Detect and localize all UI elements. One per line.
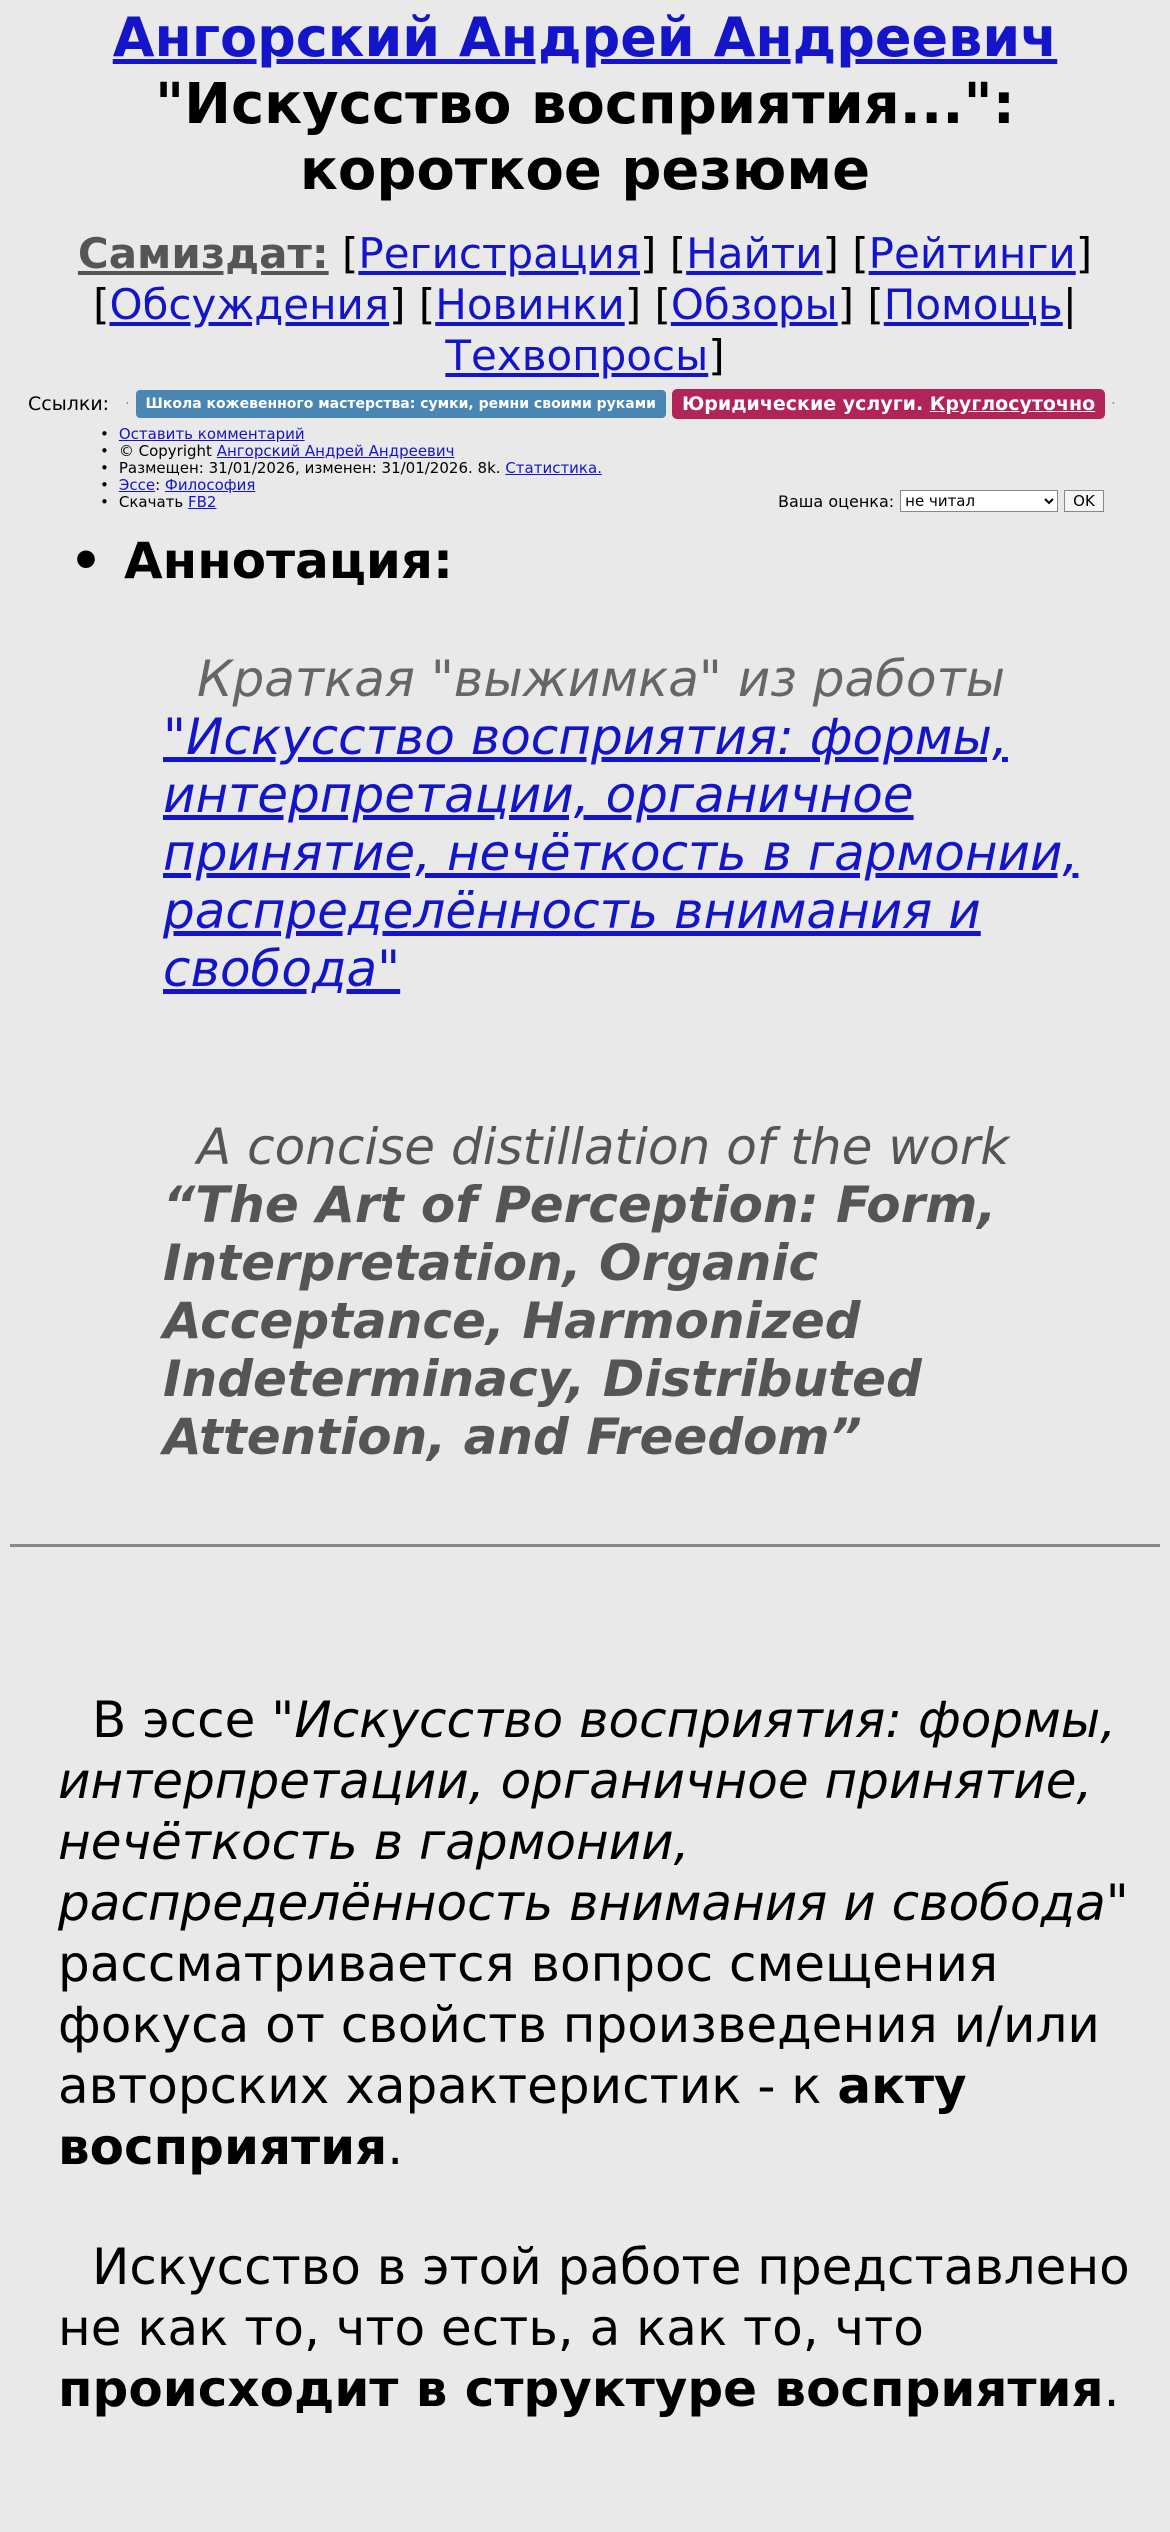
annotation-en-title: “The Art of Perception: Form, Interpretation, Organic Acceptance, Harmonized Indeterminacy, Distributed Attention, and Freedom” [163, 1176, 997, 1466]
genre-sep: : [155, 476, 161, 494]
school-ad-button[interactable]: Школа кожевенного мастерства: сумки, ремни своими руками [136, 390, 666, 418]
body-paragraph-1 [58, 1690, 1158, 2178]
meta-genre [114, 477, 602, 494]
legal-ad-button[interactable] [672, 389, 1105, 419]
nav-help[interactable]: Помощь [883, 280, 1063, 329]
annotation-ru [163, 650, 1103, 998]
p1-mid: рассматривается вопрос смещения фокуса от свойств произведения и/или авторских характеристик - к [58, 1935, 1100, 2115]
stats-link[interactable]: Статистика. [505, 459, 602, 477]
download-text: Скачать [118, 493, 184, 511]
annotation-en-lead: A concise distillation of the work [197, 1118, 1010, 1176]
p2-bold: происходит в структуре восприятия [58, 2360, 1104, 2418]
copyright-text: © Copyright [118, 442, 212, 460]
meta-download [114, 494, 602, 511]
work-meta [114, 426, 602, 511]
author-link[interactable]: Ангорский Андрей Андреевич [112, 6, 1058, 69]
p2-start: Искусство в этой работе представлено не как то, что есть, а как то, что [58, 2238, 1130, 2357]
annotation-ru-lead: Краткая "выжимка" из работы [197, 650, 1006, 708]
legal-ad-text: Юридические услуги. [681, 393, 924, 415]
annotation-en [163, 1118, 1103, 1466]
copyright-author-link[interactable]: Ангорский Андрей Андреевич [216, 442, 455, 460]
site-nav: Самиздат: [Регистрация] [Найти] [Рейтинги] [Обсуждения] [Новинки] [Обзоры] [Помощь| Техвопросы] [77, 229, 1093, 380]
annotation-heading: • Аннотация: [70, 532, 453, 590]
p1-italic: "Искусство восприятия: формы, интерпретации, органичное принятие, нечёткость в гармонии, распределённость внимания и свобода" [58, 1691, 1129, 1932]
philosophy-link[interactable]: Философия [164, 476, 256, 494]
rating-select[interactable] [900, 490, 1058, 512]
links-label: Ссылки: [28, 393, 110, 415]
p1-start: В эссе [92, 1691, 272, 1749]
annotation-ru-link[interactable]: "Искусство восприятия: формы, интерпретации, органичное принятие, нечёткость в гармонии, распределённость внимания и свобода" [163, 708, 1079, 998]
nav-search[interactable]: Найти [686, 229, 823, 278]
separator-dot: · [125, 396, 130, 412]
nav-tech[interactable]: Техвопросы [445, 331, 709, 380]
ad-links-row [28, 386, 1148, 422]
meta-copyright [114, 443, 602, 460]
fb2-link[interactable]: FB2 [188, 493, 217, 511]
nav-ratings[interactable]: Рейтинги [868, 229, 1076, 278]
p1-bold: акту восприятия [58, 2057, 967, 2176]
title-line-2: короткое резюме [299, 138, 871, 203]
posted-text: Размещен: 31/01/2026, изменен: 31/01/2026. 8k. [118, 459, 501, 477]
legal-ad-link[interactable]: Круглосуточно [929, 393, 1096, 415]
body-paragraph-2 [58, 2237, 1158, 2420]
p2-end: . [1103, 2360, 1120, 2418]
meta-posted [114, 460, 602, 477]
nav-discussions[interactable]: Обсуждения [109, 280, 390, 329]
page-header [0, 0, 1170, 204]
nav-registration[interactable]: Регистрация [358, 229, 641, 278]
samizdat-home-link[interactable]: Самиздат: [77, 229, 329, 278]
nav-new[interactable]: Новинки [435, 280, 625, 329]
essay-link[interactable]: Эссе [118, 476, 156, 494]
title-line-1: "Искусство восприятия...": [154, 72, 1016, 137]
leave-comment-link[interactable]: Оставить комментарий [118, 425, 305, 443]
rating-label: Ваша оценка: [778, 491, 895, 511]
p1-end: . [387, 2118, 404, 2176]
page-title [0, 72, 1170, 204]
rating-form [778, 490, 1104, 512]
separator-dot: · [1111, 396, 1116, 412]
meta-comment [114, 426, 602, 443]
nav-reviews[interactable]: Обзоры [670, 280, 838, 329]
section-divider [10, 1544, 1160, 1547]
rating-ok-button[interactable]: OK [1064, 490, 1104, 512]
